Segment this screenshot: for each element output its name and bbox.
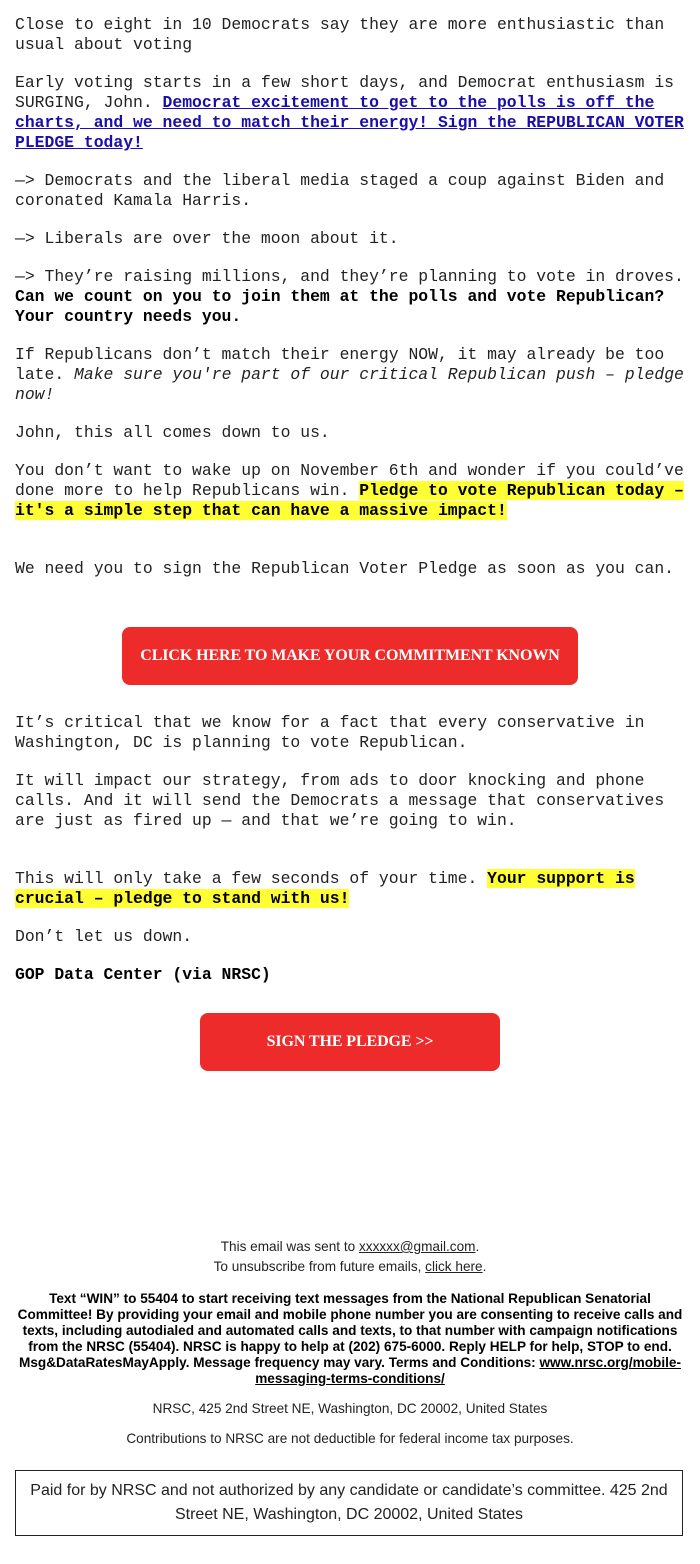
headline-paragraph: Close to eight in 10 Democrats say they are more enthusiastic than usual about voting [15,15,665,54]
commitment-button[interactable]: CLICK HERE TO MAKE YOUR COMMITMENT KNOWN [122,627,578,685]
sms-disclaimer [15,1291,685,1387]
comes-down-paragraph: John, this all comes down to us. [15,423,330,442]
coup-paragraph: —> Democrats and the liberal media staged a coup against Biden and coronated Kamala Harris. [15,171,665,210]
unsubscribe-prefix: To unsubscribe from future emails, [213,1259,426,1274]
match-energy-paragraph [15,345,693,405]
seconds-paragraph [15,869,693,909]
november-paragraph [15,461,693,521]
count-on-you-bold-text: Can we count on you to join them at the polls and vote Republican? Your country needs you. [15,287,665,326]
sign-pledge-button[interactable]: SIGN THE PLEDGE >> [200,1013,500,1071]
raising-millions-paragraph [15,267,693,327]
november-text: You don’t want to wake up on November 6th and wonder if you could’ve done more to help Republicans win. [15,461,684,500]
unsubscribe-suffix: . [482,1259,487,1274]
pledge-inline-link[interactable]: Democrat excitement to get to the polls is off the charts, and we need to match their energy! Sign the REPUBLICAN VOTER PLEDGE today! [15,93,684,152]
critical-paragraph: It’s critical that we know for a fact that every conservative in Washington, DC is planning to vote Republican. [15,713,645,752]
sent-to-line [15,1238,685,1256]
tax-disclaimer: Contributions to NRSC are not deductible for federal income tax purposes. [126,1431,574,1446]
paid-for-box [15,1470,683,1536]
let-down-paragraph: Don’t let us down. [15,927,193,946]
recipient-email-link[interactable]: xxxxxx@gmail.com [358,1239,476,1254]
paid-for-text: Paid for by NRSC and not authorized by any candidate or candidate’s committee. 425 2nd Street NE, Washington, DC 20002, United States [30,1482,668,1523]
liberals-paragraph: —> Liberals are over the moon about it. [15,229,399,248]
pledge-highlight-text: Pledge to vote Republican today – it's a simple step that can have a massive impact! [15,481,684,520]
sms-disclaimer-text: Text “WIN” to 55404 to start receiving text messages from the National Republican Senatorial Committee! By providing your email and mobile phone number you are consenting to receive calls and texts, including autodialed and automated calls and texts, to that number with campaign notifications from the NRSC (55404). NRSC is happy to help at (202) 675-6000. Reply HELP for help, STOP to end. Msg&DataRatesMayApply. Message frequency may vary. Terms and Conditions: [17,1291,683,1370]
strategy-paragraph: It will impact our strategy, from ads to door knocking and phone calls. And it will send the Democrats a message that conservatives are just as fired up — and that we’re going to win. [15,771,665,830]
raising-millions-text: —> They’re raising millions, and they’re planning to vote in droves. [15,267,684,286]
address-line: NRSC, 425 2nd Street NE, Washington, DC 20002, United States [152,1401,548,1416]
unsubscribe-link[interactable]: click here [425,1259,483,1274]
early-voting-text: Early voting starts in a few short days, and Democrat enthusiasm is SURGING, John. [15,73,675,112]
unsubscribe-line [15,1258,685,1276]
push-italic-text: Make sure you're part of our critical Republican push – pledge now! [15,365,684,404]
sent-to-suffix: . [475,1239,480,1254]
sent-to-prefix: This email was sent to [220,1239,359,1254]
early-voting-paragraph [15,73,693,153]
sign-pledge-paragraph: We need you to sign the Republican Voter Pledge as soon as you can. [15,559,675,578]
support-highlight-text: Your support is crucial – pledge to stand with us! [15,869,635,908]
match-energy-text: If Republicans don’t match their energy NOW, it may already be too late. [15,345,665,384]
seconds-text: This will only take a few seconds of your time. [15,869,488,888]
signature: GOP Data Center (via NRSC) [15,965,271,984]
sms-terms-link[interactable]: www.nrsc.org/mobile-messaging-terms-conditions/ [255,1355,681,1386]
